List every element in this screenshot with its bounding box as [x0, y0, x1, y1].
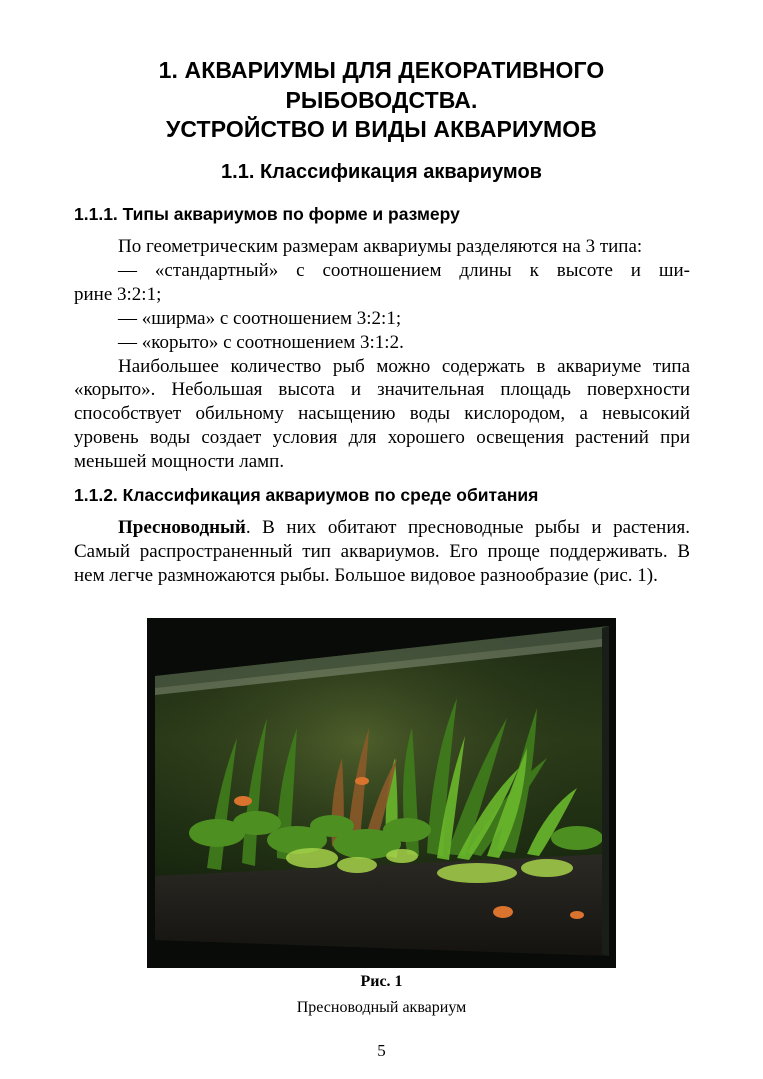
figure-label: Рис. 1: [360, 973, 403, 990]
list-item-screen: — «ширма» с соотношением 3:2:1;: [118, 307, 402, 329]
chapter-title-line-2: РЫБОВОДСТВА.: [285, 86, 478, 113]
list-item-trough: — «корыто» с соотношением 3:1:2.: [118, 331, 404, 353]
chapter-title: [70, 56, 693, 145]
aquarium-photo: [147, 618, 616, 968]
chapter-title-line-1: 1. АКВАРИУМЫ ДЛЯ ДЕКОРАТИВНОГО: [158, 57, 605, 83]
chapter-title-line-3: УСТРОЙСТВО И ВИДЫ АКВАРИУМОВ: [166, 116, 597, 142]
freshwater-term: Пресноводный: [118, 517, 246, 538]
freshwater-paragraph: [74, 516, 690, 588]
figure-caption: Пресноводный аквариум: [296, 999, 467, 1016]
intro-paragraph: По геометрическим размерам аквариумы разделяются на 3 типа:: [118, 236, 643, 257]
list-item-standard-line2: рине 3:2:1;: [74, 283, 162, 305]
subsection-2-body: [74, 516, 690, 588]
subsection-2-title: 1.1.2. Классификация аквариумов по среде обитания: [74, 485, 539, 505]
subsection-1-body: [74, 235, 690, 474]
subsection-1-title: 1.1.1. Типы аквариумов по форме и размеру: [74, 204, 460, 224]
section-title: 1.1. Классификация аквариумов: [221, 161, 542, 183]
freshwater-description: . В них обитают пресноводные рыбы и растения. Самый распространенный тип аквариумов. Его проще поддерживать. В нем легче размножаются рыбы. Большое видовое разнообразие (рис. 1).: [74, 517, 690, 586]
body-paragraph: Наибольшее количество рыб можно содержать в аквариуме типа «корыто». Небольшая высота и значительная площадь поверхности способствует обильному насыщению воды кислородом, а невысокий уровень воды создает условия для хорошего освещения растений при меньшей мощности ламп.: [74, 355, 690, 473]
page-number: 5: [377, 1041, 386, 1060]
list-item-standard-line1: — «стандартный» с соотношением длины к высоте и ши-: [118, 259, 690, 281]
